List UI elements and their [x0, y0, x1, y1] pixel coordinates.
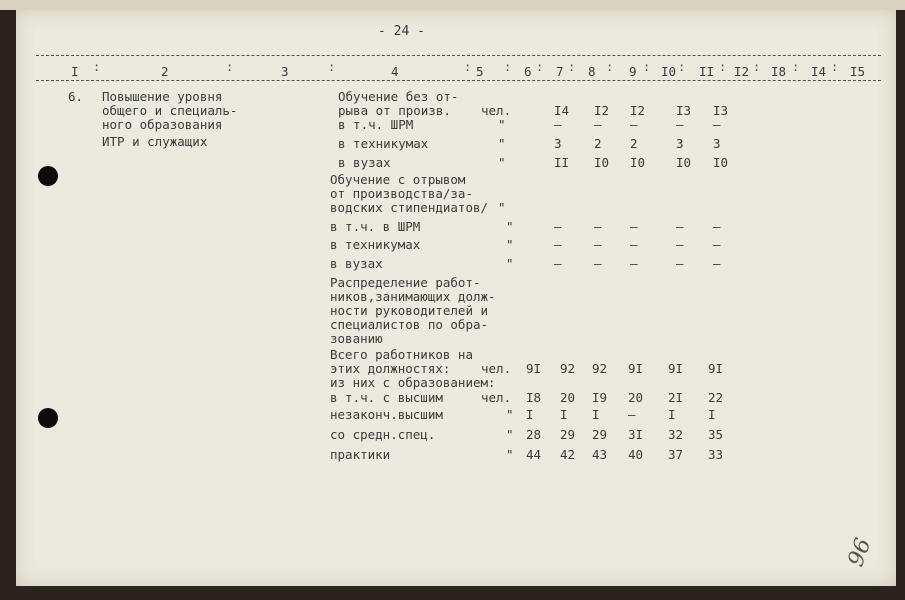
- row-value: –: [676, 237, 684, 252]
- header-col-number: I4: [811, 64, 827, 79]
- row-label: незаконч.высшим: [330, 407, 443, 422]
- header-col-separator: :: [226, 60, 234, 74]
- row-unit: ": [498, 117, 506, 132]
- row-value: I0: [676, 155, 692, 170]
- row-value: 2: [594, 136, 602, 151]
- row-label: зованию: [330, 331, 383, 346]
- row-label: этих должностях:: [330, 361, 451, 376]
- row-value: 20: [560, 390, 576, 405]
- row-value: 3: [713, 136, 721, 151]
- header-col-number: 3: [281, 64, 289, 79]
- header-col-separator: :: [719, 60, 727, 74]
- row-value: I9: [592, 390, 608, 405]
- header-col-separator: :: [792, 60, 800, 74]
- header-col-separator: :: [606, 60, 614, 74]
- row-value: I: [592, 407, 600, 422]
- row-value: 9I: [668, 361, 684, 376]
- row-value: –: [554, 256, 562, 271]
- header-col-number: 6: [524, 64, 532, 79]
- row-unit: чел.: [481, 390, 512, 405]
- row-value: 92: [560, 361, 576, 376]
- row-value: II: [554, 155, 570, 170]
- row-value: 3: [554, 136, 562, 151]
- row-label: рыва от произв.: [338, 103, 451, 118]
- section-title-line: ИТР и служащих: [102, 134, 208, 149]
- row-value: I4: [554, 103, 570, 118]
- header-col-number: I0: [661, 64, 677, 79]
- row-value: –: [554, 219, 562, 234]
- header-col-separator: :: [568, 60, 576, 74]
- row-value: 29: [592, 427, 608, 442]
- row-value: I8: [526, 390, 542, 405]
- row-label: ников,занимающих долж-: [330, 289, 496, 304]
- row-value: 44: [526, 447, 542, 462]
- row-unit: ": [506, 237, 514, 252]
- row-value: 20: [628, 390, 644, 405]
- row-label: из них с образованием:: [330, 375, 496, 390]
- header-col-separator: :: [678, 60, 686, 74]
- row-value: 43: [592, 447, 608, 462]
- section-number: 6.: [68, 89, 84, 104]
- header-col-number: I: [71, 64, 79, 79]
- row-value: 37: [668, 447, 684, 462]
- header-col-separator: :: [753, 60, 761, 74]
- row-value: 9I: [628, 361, 644, 376]
- row-label: в техникумах: [338, 136, 429, 151]
- row-value: I2: [630, 103, 646, 118]
- row-label: в т.ч. ШРМ: [338, 117, 414, 132]
- row-value: –: [594, 256, 602, 271]
- row-value: 42: [560, 447, 576, 462]
- row-unit: ": [506, 219, 514, 234]
- header-col-separator: :: [93, 60, 101, 74]
- row-value: –: [554, 117, 562, 132]
- row-value: 33: [708, 447, 724, 462]
- row-label: от производства/за-: [330, 186, 473, 201]
- row-value: I3: [713, 103, 729, 118]
- row-value: –: [676, 256, 684, 271]
- page-number: - 24 -: [378, 24, 425, 39]
- row-unit: чел.: [481, 103, 512, 118]
- row-value: I: [708, 407, 716, 422]
- header-col-separator: :: [328, 60, 336, 74]
- row-value: –: [630, 117, 638, 132]
- row-label: ности руководителей и: [330, 303, 489, 318]
- row-label: Обучение без от-: [338, 89, 459, 104]
- row-value: –: [676, 219, 684, 234]
- header-col-number: 4: [391, 64, 399, 79]
- row-value: I: [668, 407, 676, 422]
- scanner-edge: [0, 0, 905, 10]
- header-col-number: 2: [161, 64, 169, 79]
- row-value: 3I: [628, 427, 644, 442]
- header-col-number: 8: [588, 64, 596, 79]
- row-value: 9I: [526, 361, 542, 376]
- header-col-separator: :: [504, 60, 512, 74]
- row-value: 2I: [668, 390, 684, 405]
- row-value: 2: [630, 136, 638, 151]
- row-value: 35: [708, 427, 724, 442]
- row-value: I0: [713, 155, 729, 170]
- row-value: I3: [676, 103, 692, 118]
- row-label: в т.ч. с высшим: [330, 390, 443, 405]
- row-value: 28: [526, 427, 542, 442]
- row-value: I2: [594, 103, 610, 118]
- row-label: со средн.спец.: [330, 427, 436, 442]
- row-unit: ": [506, 407, 514, 422]
- row-label: в техникумах: [330, 237, 421, 252]
- row-label: Обучение с отрывом: [330, 172, 466, 187]
- header-col-number: I8: [771, 64, 787, 79]
- row-unit: чел.: [481, 361, 512, 376]
- row-unit: ": [506, 256, 514, 271]
- row-value: –: [554, 237, 562, 252]
- header-col-number: 9: [629, 64, 637, 79]
- row-value: 29: [560, 427, 576, 442]
- header-rule-top: [36, 55, 881, 56]
- row-value: –: [630, 219, 638, 234]
- document-page: [16, 10, 896, 586]
- header-col-separator: :: [831, 60, 839, 74]
- row-value: I: [526, 407, 534, 422]
- binder-hole: [38, 166, 58, 186]
- header-col-separator: :: [536, 60, 544, 74]
- row-value: I: [560, 407, 568, 422]
- header-col-number: 5: [476, 64, 484, 79]
- section-title-line: общего и специаль-: [102, 103, 238, 118]
- row-unit: ": [498, 136, 506, 151]
- row-label: Всего работников на: [330, 347, 473, 362]
- row-value: 9I: [708, 361, 724, 376]
- row-value: 32: [668, 427, 684, 442]
- row-unit: ": [498, 155, 506, 170]
- header-col-separator: :: [643, 60, 651, 74]
- row-label: в т.ч. в ШРМ: [330, 219, 421, 234]
- row-value: –: [713, 256, 721, 271]
- row-label: практики: [330, 447, 391, 462]
- row-label: водских стипендиатов/: [330, 200, 489, 215]
- row-value: 22: [708, 390, 724, 405]
- section-title-line: ного образования: [102, 117, 223, 132]
- row-value: 92: [592, 361, 608, 376]
- header-col-number: I5: [850, 64, 866, 79]
- row-label: Распределение работ-: [330, 275, 481, 290]
- row-unit: ": [506, 427, 514, 442]
- header-col-number: 7: [556, 64, 564, 79]
- row-value: I0: [630, 155, 646, 170]
- row-value: 3: [676, 136, 684, 151]
- header-rule-bottom: [36, 80, 881, 81]
- row-value: –: [713, 219, 721, 234]
- row-unit: ": [498, 200, 506, 215]
- row-value: –: [594, 219, 602, 234]
- handwritten-note: 96: [843, 535, 877, 570]
- header-col-number: I2: [734, 64, 750, 79]
- row-unit: ": [506, 447, 514, 462]
- section-title-line: Повышение уровня: [102, 89, 223, 104]
- row-label: в вузах: [338, 155, 391, 170]
- row-label: в вузах: [330, 256, 383, 271]
- row-value: –: [630, 237, 638, 252]
- row-value: I0: [594, 155, 610, 170]
- row-label: специалистов по обра-: [330, 317, 489, 332]
- header-col-separator: :: [464, 60, 472, 74]
- row-value: –: [713, 237, 721, 252]
- header-col-number: II: [699, 64, 715, 79]
- row-value: –: [594, 237, 602, 252]
- row-value: –: [676, 117, 684, 132]
- row-value: –: [628, 407, 636, 422]
- row-value: –: [594, 117, 602, 132]
- row-value: –: [630, 256, 638, 271]
- binder-hole: [38, 408, 58, 428]
- row-value: –: [713, 117, 721, 132]
- row-value: 40: [628, 447, 644, 462]
